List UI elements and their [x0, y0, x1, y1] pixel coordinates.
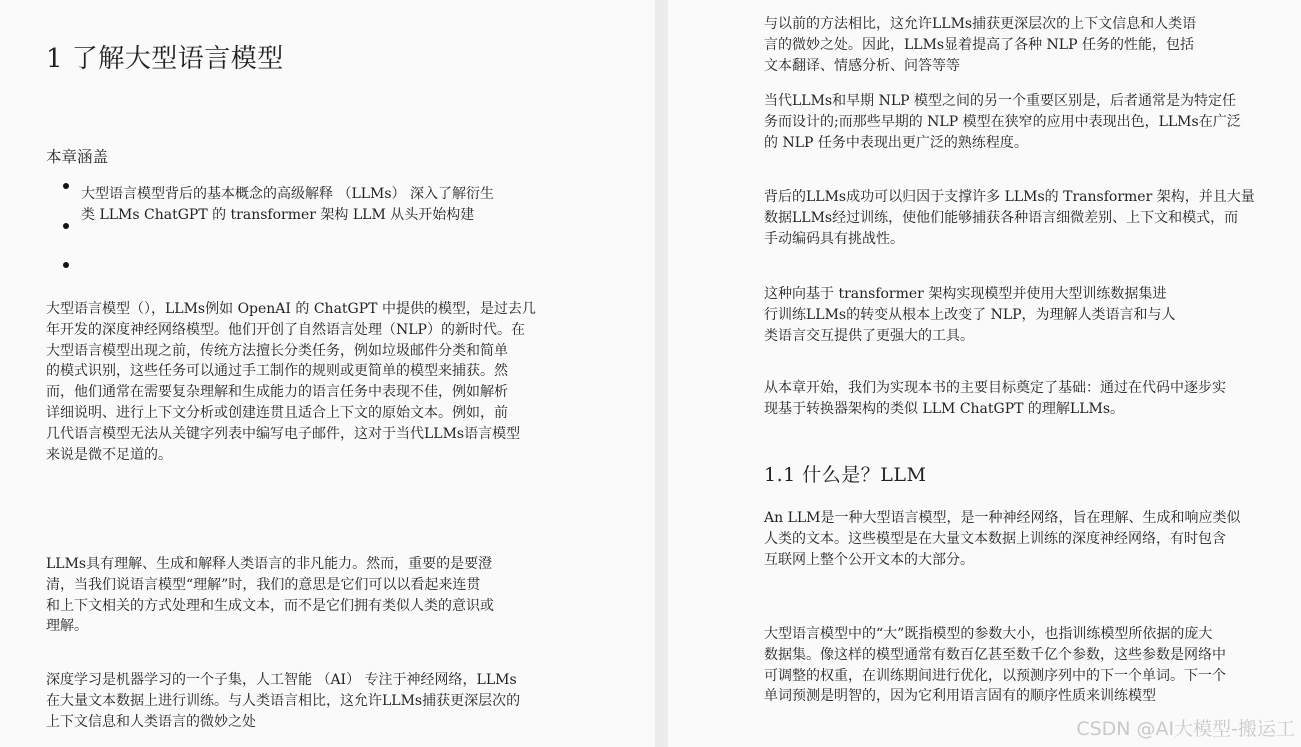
bullet-dot — [63, 223, 69, 229]
paragraph — [764, 508, 1241, 570]
bullet-dot — [63, 183, 69, 189]
paragraph — [764, 284, 1176, 346]
paragraph — [764, 14, 1196, 76]
paragraph — [764, 187, 1255, 249]
text-line: 单词预测是明智的，因为它利用语言固有的顺序性质来训练模型 — [764, 688, 1156, 705]
text-line: 手动编码具有挑战性。 — [764, 230, 904, 247]
text-line: 深度学习是机器学习的一个子集，人工智能 （AI） 专注于神经网络，LLMs — [46, 672, 517, 688]
text-line: 文本翻译、情感分析、问答等等 — [764, 57, 960, 74]
text-line: 务而设计的;而那些早期的 NLP 模型在狭窄的应用中表现出色，LLMs在广泛 — [764, 113, 1241, 130]
text-line: 理解。 — [46, 618, 88, 635]
text-line: 的 NLP 任务中表现出更广泛的熟练程度。 — [764, 134, 1028, 151]
text-line: 大型语言模型出现之前，传统方法擅长分类任务，例如垃圾邮件分类和简单 — [46, 342, 508, 359]
bullet-dot — [63, 262, 69, 268]
text-line: 背后的LLMs成功可以归因于支撑许多 LLMs的 Transformer 架构，并且大量 — [764, 189, 1255, 205]
text-line: 和上下文相关的方式处理和生成文本，而不是它们拥有类似人类的意识或 — [46, 597, 494, 614]
text-line: 的模式识别，这些任务可以通过手工制作的规则或更简单的模型来捕获。然 — [46, 363, 508, 380]
text-line: 大型语言模型中的“大”既指模型的参数大小，也指训练模型所依据的庞大 — [764, 626, 1213, 642]
page-gutter — [655, 0, 668, 747]
paragraph — [46, 554, 494, 637]
text-line: 大型语言模型（），LLMs例如 OpenAI 的 ChatGPT 中提供的模型，是过去几 — [46, 301, 536, 317]
text-line: 行训练LLMs的转变从根本上改变了 NLP，为理解人类语言和与人 — [764, 306, 1176, 323]
text-line: 类语言交互提供了更强大的工具。 — [764, 327, 974, 344]
watermark: CSDN @AI大模型-搬运工 — [1076, 718, 1295, 740]
paragraph — [46, 670, 520, 732]
chapter-title: 1 了解大型语言模型 — [46, 44, 284, 74]
text-line: 而，他们通常在需要复杂理解和生成能力的语言任务中表现不佳，例如解析 — [46, 384, 508, 401]
text-line: 在大量文本数据上进行训练。与人类语言相比，这允许LLMs捕获更深层次的 — [46, 692, 521, 709]
bullet-text — [81, 184, 494, 226]
text-line: 年开发的深度神经网络模型。他们开创了自然语言处理（NLP）的新时代。在 — [46, 321, 525, 338]
text-line: 数据LLMs经过训练，使他们能够捕获各种语言细微差别、上下文和模式，而 — [764, 209, 1239, 226]
paragraph — [764, 91, 1241, 153]
text-line: 从本章开始，我们为实现本书的主要目标奠定了基础：通过在代码中逐步实 — [764, 380, 1226, 396]
text-line: 清，当我们说语言模型“理解”时，我们的意思是它们可以以看起来连贯 — [46, 576, 481, 593]
text-line: 人类的文本。这些模型是在大量文本数据上训练的深度神经网络，有时包含 — [764, 530, 1226, 547]
section-title: 1.1 什么是？LLM — [764, 464, 927, 486]
text-line: 可调整的权重，在训练期间进行优化，以预测序列中的下一个单词。下一个 — [764, 667, 1226, 684]
bullet-line: 大型语言模型背后的基本概念的高级解释 （LLMs） 深入了解衍生 — [81, 186, 495, 202]
text-line: LLMs具有理解、生成和解释人类语言的非凡能力。然而，重要的是要澄 — [46, 556, 493, 572]
text-line: 言的微妙之处。因此，LLMs显着提高了各种 NLP 任务的性能，包括 — [764, 36, 1194, 53]
paragraph — [46, 299, 536, 465]
clipped-paragraph — [764, 14, 1284, 74]
text-line: 现基于转换器架构的类似 LLM ChatGPT 的理解LLMs。 — [764, 400, 1125, 417]
text-line: 与以前的方法相比，这允许LLMs捕获更深层次的上下文信息和人类语 — [764, 16, 1197, 32]
paragraph — [764, 624, 1226, 707]
text-line: 来说是微不足道的。 — [46, 446, 172, 463]
text-line: 几代语言模型无法从关键字列表中编写电子邮件，这对于当代LLMs语言模型 — [46, 425, 521, 442]
text-line: 数据集。像这样的模型通常有数百亿甚至数千亿个参数，这些参数是网络中 — [764, 646, 1226, 663]
right-page — [668, 0, 1301, 747]
text-line: 互联网上整个公开文本的大部分。 — [764, 551, 974, 568]
text-line: 这种向基于 transformer 架构实现模型并使用大型训练数据集进 — [764, 286, 1167, 302]
text-line: 详细说明、进行上下文分析或创建连贯且适合上下文的原始文本。例如，前 — [46, 404, 508, 421]
text-line: 上下文信息和人类语言的微妙之处 — [46, 713, 256, 730]
text-line: An LLM是一种大型语言模型，是一种神经网络，旨在理解、生成和响应类似 — [764, 510, 1241, 526]
covers-heading: 本章涵盖 — [46, 148, 109, 166]
paragraph — [764, 378, 1226, 420]
text-line: 当代LLMs和早期 NLP 模型之间的另一个重要区别是，后者通常是为特定任 — [764, 93, 1236, 109]
bullet-line: 类 LLMs ChatGPT 的 transformer 架构 LLM 从头开始构建 — [81, 206, 475, 223]
